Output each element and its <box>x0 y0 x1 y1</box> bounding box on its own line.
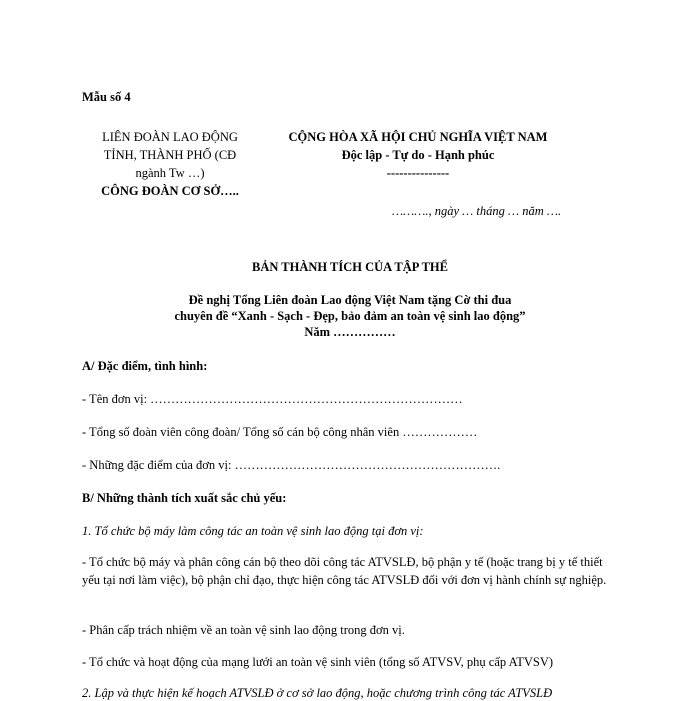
document-title: BẢN THÀNH TÍCH CỦA TẬP THỂ <box>251 260 448 274</box>
section-b-heading: B/ Những thành tích xuất sắc chủ yếu: <box>82 491 287 505</box>
national-motto: Độc lập - Tự do - Hạnh phúc <box>341 148 495 162</box>
section-b-para1: - Tổ chức bộ máy và phân công cán bộ theo dõi công tác ATVSLĐ, bộ phận y tế (hoặc trang bị y tế thiết yếu tại nơi làm việc), bộ phận chỉ đạo, thực hiện công tác ATVSLĐ đối với đơn vị hành chính sự nghiệp. <box>82 555 607 587</box>
left-org-line4: CÔNG ĐOÀN CƠ SỞ….. <box>101 184 239 198</box>
left-org-line1: LIÊN ĐOÀN LAO ĐỘNG <box>102 130 238 144</box>
section-b-para2: - Phân cấp trách nhiệm về an toàn vệ sinh lao động trong đơn vị. <box>82 623 405 637</box>
subtitle-line1: Đề nghị Tổng Liên đoàn Lao động Việt Nam tặng Cờ thi đua <box>188 293 512 307</box>
section-b-sub2: 2. Lập và thực hiện kế hoạch ATVSLĐ ở cơ sở lao động, hoặc chương trình công tác ATVSLĐ <box>82 686 553 700</box>
left-organization-block <box>70 128 270 200</box>
section-b-para3: - Tổ chức và hoạt động của mạng lưới an toàn vệ sinh viên (tổng số ATVSV, phụ cấp ATVSV) <box>82 655 554 669</box>
subtitle-line2: chuyên đề “Xanh - Sạch - Đẹp, bảo đảm an toàn vệ sinh lao động” <box>174 309 526 323</box>
section-b-sub1: 1. Tổ chức bộ máy làm công tác an toàn vệ sinh lao động tại đơn vị: <box>82 524 424 538</box>
form-number: Mẫu số 4 <box>82 90 131 104</box>
left-org-line2: TỈNH, THÀNH PHỐ (CĐ <box>103 148 237 162</box>
document-subtitle <box>120 292 580 340</box>
member-count-line: - Tổng số đoàn viên công đoàn/ Tổng số cán bộ công nhân viên ……………… <box>82 425 478 439</box>
date-line: ………., ngày … tháng … năm …. <box>392 204 562 218</box>
motto-divider: --------------- <box>386 166 450 180</box>
unit-name-line: - Tên đơn vị: ………………………………………………………………… <box>82 392 463 406</box>
section-a-heading: A/ Đặc điểm, tình hình: <box>82 359 208 373</box>
left-org-line3: ngành Tw …) <box>135 166 205 180</box>
subtitle-line3: Năm …………… <box>304 325 396 339</box>
unit-characteristics-line: - Những đặc điểm của đơn vị: ………………………………………………………. <box>82 458 501 472</box>
right-organization-block <box>268 128 568 182</box>
country-name: CỘNG HÒA XÃ HỘI CHỦ NGHĨA VIỆT NAM <box>288 130 548 144</box>
